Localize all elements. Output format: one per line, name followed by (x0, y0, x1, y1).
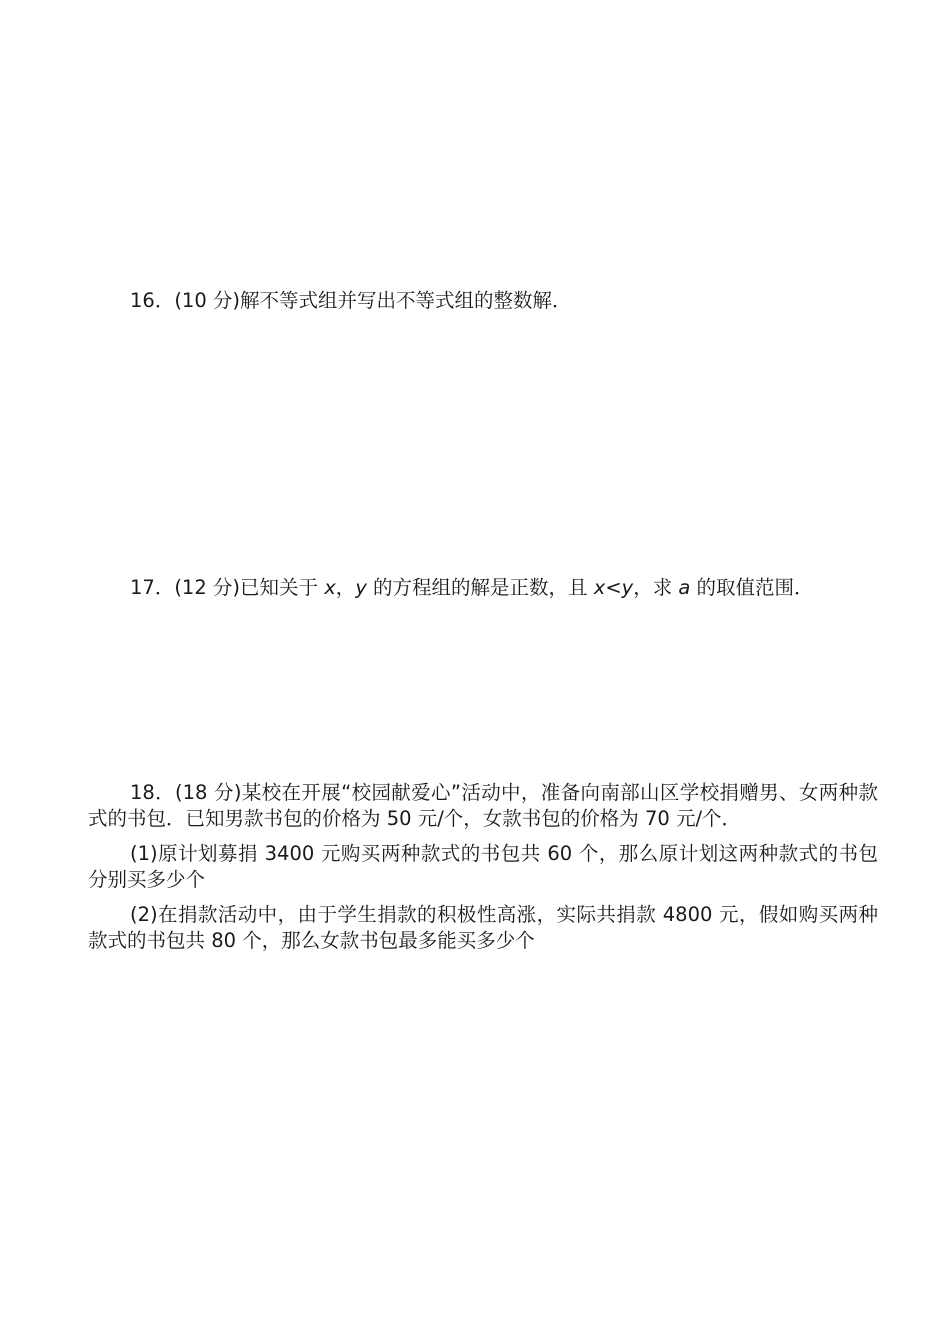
q17-less-than: < (605, 576, 622, 599)
q17-part1: 17．(12 分)已知关于 (130, 576, 325, 599)
question-17-text (88, 575, 878, 601)
q17-part3: ，求 (633, 576, 679, 599)
question-18-stem: 18．(18 分)某校在开展“校园献爱心”活动中，准备向南部山区学校捐赠男、女两种款式的书包．已知男款书包的价格为 50 元/个，女款书包的价格为 70 元/个． (88, 781, 878, 830)
question-16-text: 16．(10 分)解不等式组并写出不等式组的整数解． (130, 289, 572, 312)
question-18-sub2: (2)在捐款活动中，由于学生捐款的积极性高涨，实际共捐款 4800 元，假如购买两种款式的书包共 80 个，那么女款书包最多能买多少个 (88, 903, 878, 952)
q17-var-a: a (678, 576, 691, 599)
q17-sep: ， (335, 576, 356, 599)
q17-var-y: y (355, 576, 367, 599)
question-17 (88, 575, 878, 601)
q17-var-x2: x (593, 576, 606, 599)
q17-part4: 的取值范围． (690, 576, 814, 599)
question-18-sub1: (1)原计划募捐 3400 元购买两种款式的书包共 60 个，那么原计划这两种款式的书包分别买多少个 (88, 842, 878, 891)
q17-part2: 的方程组的解是正数，且 (366, 576, 594, 599)
q17-var-x: x (324, 576, 336, 599)
question-18 (88, 780, 878, 954)
question-16 (88, 288, 878, 314)
q17-var-y2: y (621, 576, 634, 599)
